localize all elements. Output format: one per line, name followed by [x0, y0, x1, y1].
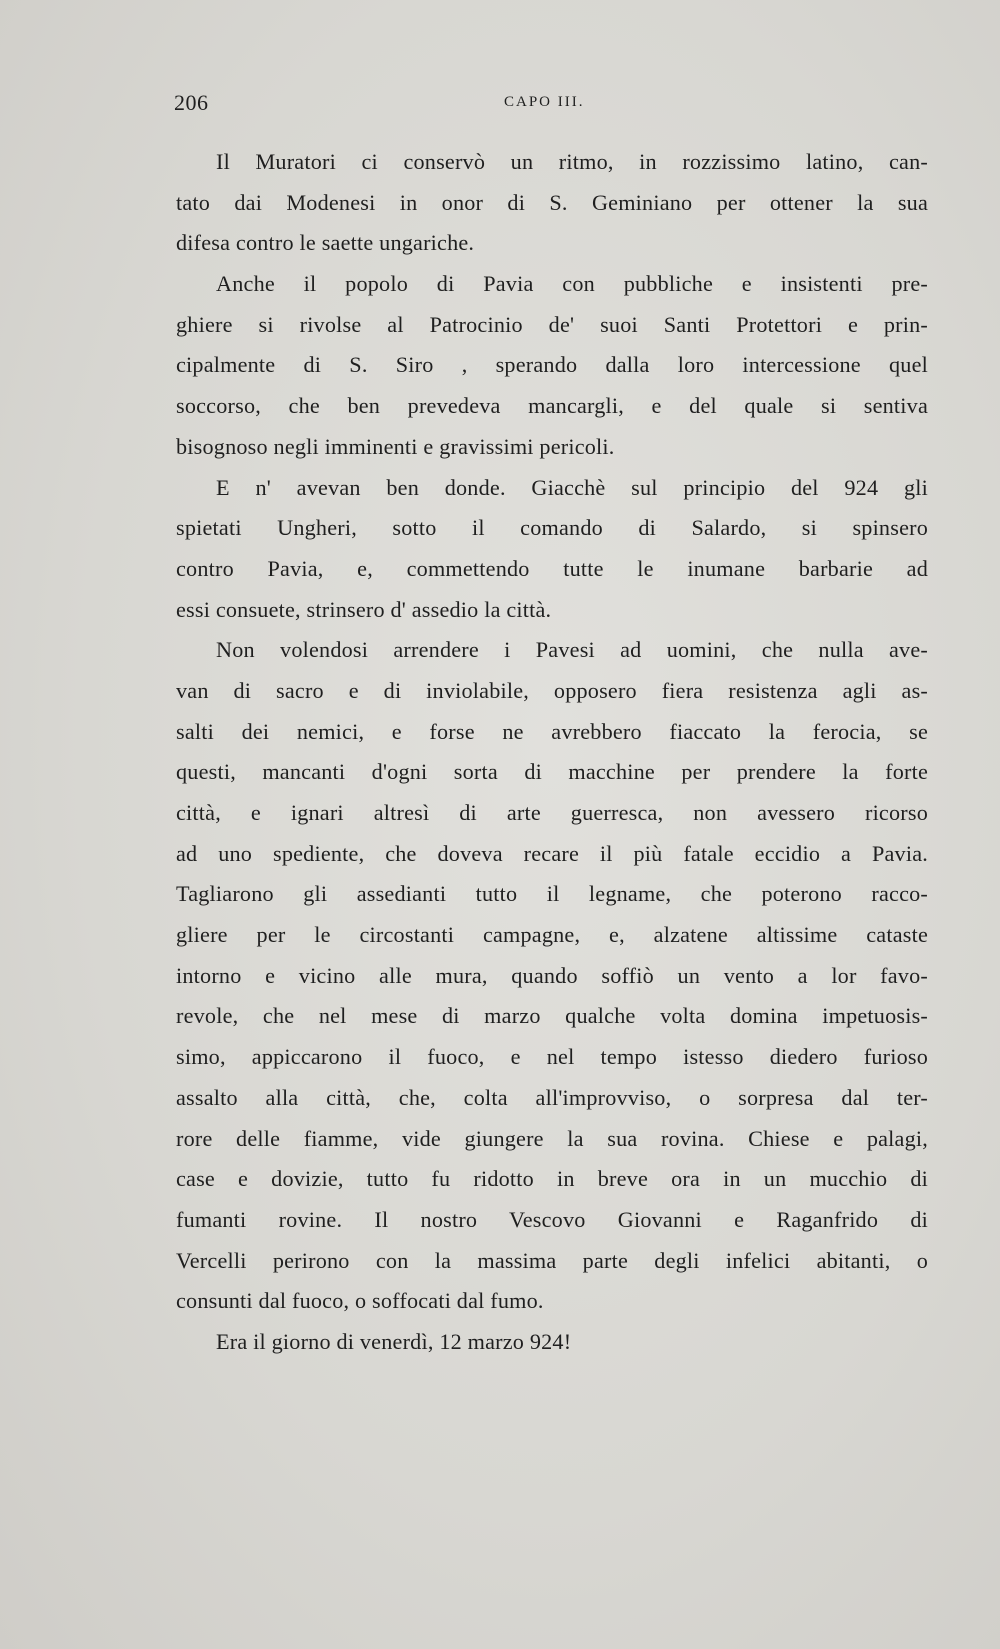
text-line: intorno e vicino alle mura, quando soffiò un vento a lor favo- — [176, 962, 928, 988]
text-line: Era il giorno di venerdì, 12 marzo 924! — [216, 1328, 572, 1354]
chapter-title: CAPO III. — [504, 94, 585, 110]
text-line: Il Muratori ci conservò un ritmo, in rozzissimo latino, can- — [216, 149, 928, 174]
text-line: E n' avevan ben donde. Giacchè sul principio del 924 gli — [216, 474, 928, 500]
page-number: 206 — [174, 90, 209, 115]
text-line: soccorso, che ben prevedeva mancargli, e del quale si sentiva — [176, 393, 928, 419]
text-line: Tagliarono gli assedianti tutto il legname, che poterono racco- — [176, 881, 928, 907]
text-line: case e dovizie, tutto fu ridotto in breve ora in un mucchio di — [176, 1166, 928, 1192]
text-line: Non volendosi arrendere i Pavesi ad uomini, che nulla ave- — [216, 637, 928, 663]
text-line: Anche il popolo di Pavia con pubbliche e insistenti pre- — [216, 271, 928, 297]
text-line: revole, che nel mese di marzo qualche volta domina impetuosis- — [176, 1003, 928, 1029]
text-line: gliere per le circostanti campagne, e, alzatene altissime cataste — [176, 922, 928, 948]
text-line: bisognoso negli imminenti e gravissimi pericoli. — [176, 433, 615, 459]
text-line: città, e ignari altresì di arte guerresca, non avessero ricorso — [176, 800, 928, 825]
text-line: fumanti rovine. Il nostro Vescovo Giovanni e Raganfrido di — [176, 1206, 928, 1232]
text-line: assalto alla città, che, colta all'improvviso, o sorpresa dal ter- — [176, 1084, 928, 1110]
text-body — [176, 142, 928, 1363]
text-line: salti dei nemici, e forse ne avrebbero fiaccato la ferocia, se — [176, 718, 928, 744]
text-line: consunti dal fuoco, o soffocati dal fumo. — [176, 1288, 544, 1314]
text-line: simo, appiccarono il fuoco, e nel tempo istesso diedero furioso — [176, 1044, 928, 1070]
text-line: cipalmente di S. Siro , sperando dalla loro intercessione quel — [176, 352, 928, 378]
text-line: questi, mancanti d'ogni sorta di macchine per prendere la forte — [176, 759, 928, 785]
text-line: essi consuete, strinsero d' assedio la città. — [176, 596, 552, 622]
text-line: rore delle fiamme, vide giungere la sua rovina. Chiese e palagi, — [176, 1125, 928, 1151]
text-line: difesa contro le saette ungariche. — [176, 230, 475, 256]
text-line: tato dai Modenesi in onor di S. Geminiano per ottener la sua — [176, 189, 928, 215]
text-line: contro Pavia, e, commettendo tutte le inumane barbarie ad — [176, 555, 928, 581]
running-head — [174, 90, 934, 120]
text-line: van di sacro e di inviolabile, opposero fiera resistenza agli as- — [176, 677, 928, 703]
text-line: Vercelli perirono con la massima parte degli infelici abitanti, o — [176, 1247, 928, 1273]
text-line: ad uno spediente, che doveva recare il più fatale eccidio a Pavia. — [176, 840, 928, 866]
text-line: spietati Ungheri, sotto il comando di Salardo, si spinsero — [176, 515, 928, 541]
text-line: ghiere si rivolse al Patrocinio de' suoi Santi Protettori e prin- — [176, 311, 928, 337]
